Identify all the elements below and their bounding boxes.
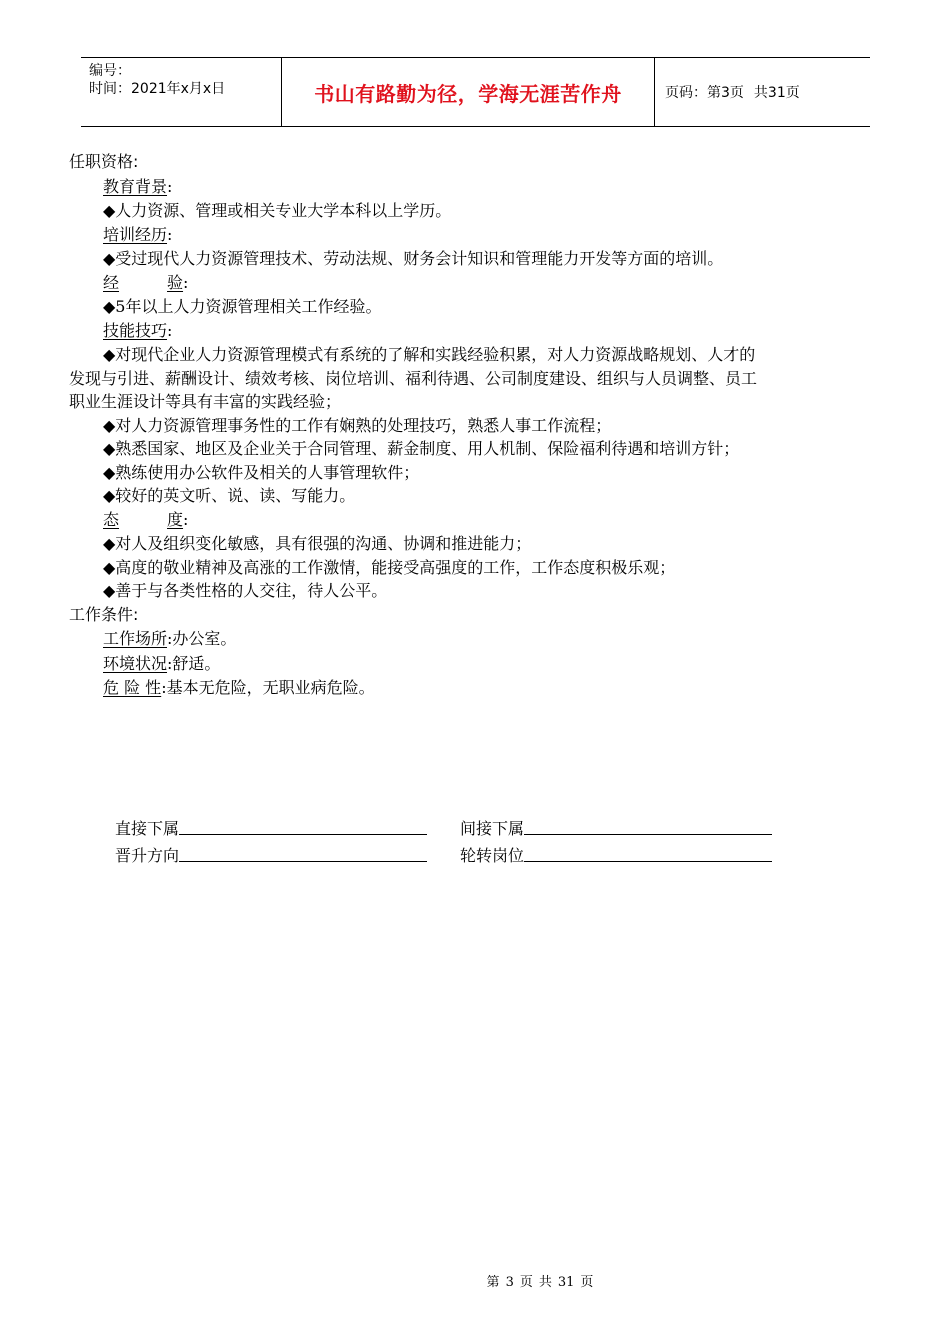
workplace-value: :办公室。 <box>167 629 237 648</box>
direct-subordinate-label: 直接下属 <box>115 819 180 838</box>
education-colon: : <box>167 176 173 196</box>
skills-item-4: ◆熟练使用办公软件及相关的人事管理软件； <box>103 462 420 482</box>
environment-value: :舒适。 <box>167 653 221 673</box>
attitude-label-b: 度 <box>167 509 184 529</box>
experience-label-a: 经 <box>103 272 120 292</box>
footer-total-unit: 页 <box>580 1275 594 1290</box>
subsection-experience <box>69 271 769 296</box>
fields-row-2 <box>115 839 805 866</box>
experience-label <box>103 273 183 292</box>
rotation-blank[interactable] <box>524 860 772 862</box>
skills-item-1: ◆对现代企业人力资源管理模式有系统的了解和实践经验积累，对人力资源战略规划、人才的发现与引进、薪酬设计、绩效考核、岗位培训、福利待遇、公司制度建设、组织与人员调整、员工职业生涯设计等具有丰富的实践经验； <box>69 345 758 411</box>
footer-page-unit: 页 <box>519 1275 533 1290</box>
footer-total-prefix: 共 <box>538 1275 552 1290</box>
condition-hazard <box>69 676 769 701</box>
training-label: 培训经历 <box>103 224 168 244</box>
condition-workplace <box>69 627 769 652</box>
footer-page-prefix: 第 <box>486 1275 500 1290</box>
header-page-total: 共31页 <box>753 85 800 101</box>
attitude-item-2: ◆高度的敬业精神及高涨的工作激情，能接受高强度的工作，工作态度积极乐观； <box>103 557 676 577</box>
document-number-label: 编号： <box>89 63 131 79</box>
page-footer <box>0 1271 950 1290</box>
experience-label-b: 验 <box>167 272 184 292</box>
header-page-info <box>655 58 870 126</box>
indirect-subordinate-blank[interactable] <box>524 833 772 835</box>
header-page-number: 页码：第3页 <box>665 85 744 101</box>
footer-total-number: 31 <box>557 1275 575 1290</box>
promotion-label: 晋升方向 <box>115 846 180 865</box>
document-time-label: 时间：2021年x月x日 <box>89 81 226 97</box>
experience-colon: : <box>183 272 189 292</box>
experience-item: ◆5年以上人力资源管理相关工作经验。 <box>103 297 382 316</box>
field-direct-subordinate[interactable] <box>115 816 460 839</box>
promotion-blank[interactable] <box>179 860 427 862</box>
subsection-training <box>69 223 769 248</box>
blank-fields <box>115 812 805 866</box>
document-body <box>69 150 769 701</box>
subsection-attitude <box>69 508 769 533</box>
hazard-label: 危 险 性 <box>103 678 162 697</box>
header-motto: 书山有路勤为径，学海无涯苦作舟 <box>281 58 655 126</box>
training-colon: : <box>167 224 173 244</box>
attitude-colon: : <box>183 509 189 529</box>
section-title-conditions: 工作条件: <box>69 604 139 624</box>
skills-colon: : <box>167 320 173 340</box>
education-label: 教育背景 <box>103 176 168 196</box>
section-title-qualifications: 任职资格: <box>69 152 139 171</box>
workplace-label: 工作场所 <box>103 629 168 648</box>
subsection-skills <box>69 319 769 344</box>
skills-item-2: ◆对人力资源管理事务性的工作有娴熟的处理技巧，熟悉人事工作流程； <box>103 415 612 435</box>
field-indirect-subordinate[interactable] <box>460 816 805 839</box>
indirect-subordinate-label: 间接下属 <box>460 819 525 838</box>
condition-environment <box>69 652 769 677</box>
education-item: ◆人力资源、管理或相关专业大学本科以上学历。 <box>103 201 452 220</box>
fields-row-1 <box>115 812 805 839</box>
subsection-education <box>69 175 769 200</box>
footer-page-number: 3 <box>505 1275 514 1290</box>
hazard-value: :基本无危险，无职业病危险。 <box>161 678 375 697</box>
skills-item-5: ◆较好的英文听、说、读、写能力。 <box>103 486 356 505</box>
skills-item-3: ◆熟悉国家、地区及企业关于合同管理、薪金制度、用人机制、保险福利待遇和培训方针； <box>103 439 740 458</box>
document-header <box>81 57 870 127</box>
attitude-label-a: 态 <box>103 509 120 529</box>
attitude-label <box>103 510 183 529</box>
attitude-item-1: ◆对人及组织变化敏感，具有很强的沟通、协调和推进能力； <box>103 534 532 553</box>
direct-subordinate-blank[interactable] <box>179 833 427 835</box>
rotation-label: 轮转岗位 <box>460 846 525 865</box>
attitude-item-3: ◆善于与各类性格的人交往，待人公平。 <box>103 581 388 600</box>
skills-label: 技能技巧 <box>103 320 168 340</box>
training-item: ◆受过现代人力资源管理技术、劳动法规、财务会计知识和管理能力开发等方面的培训。 <box>103 249 724 268</box>
field-promotion[interactable] <box>115 843 460 866</box>
field-rotation[interactable] <box>460 843 805 866</box>
environment-label: 环境状况 <box>103 653 168 673</box>
header-left-cell <box>81 58 281 126</box>
